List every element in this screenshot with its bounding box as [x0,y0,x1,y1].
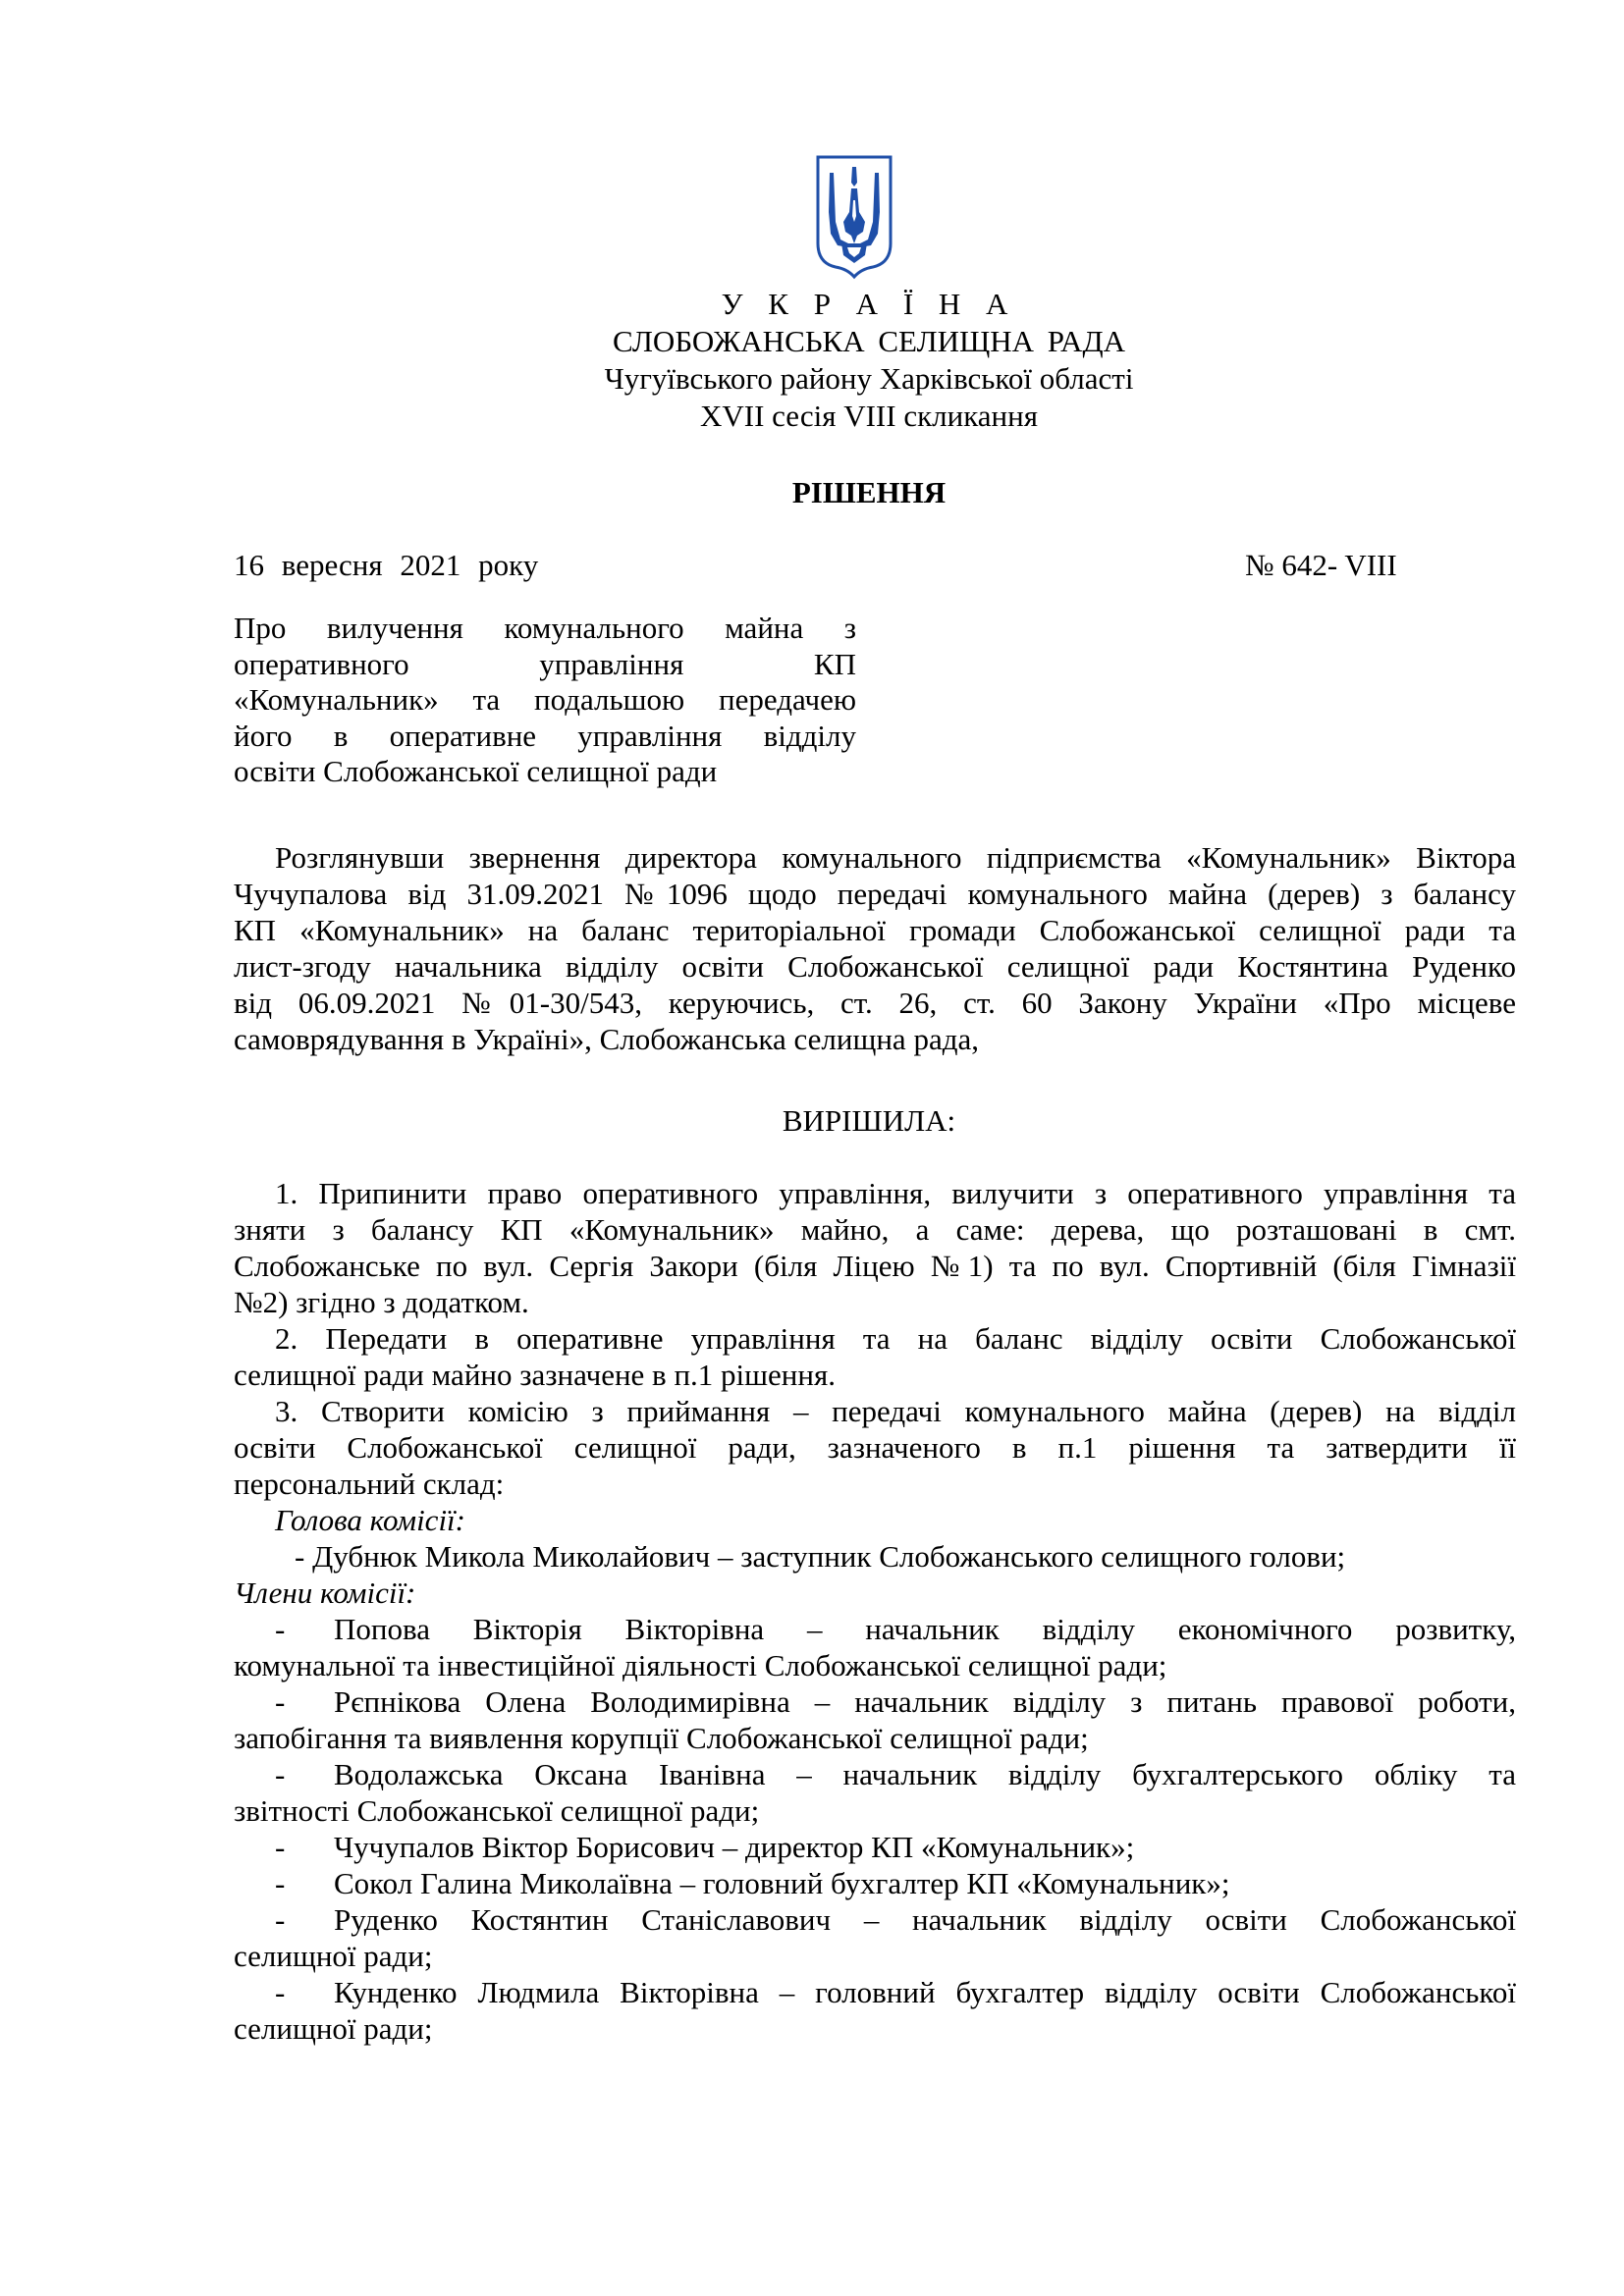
member-text: Чучупалов Віктор Борисович – директор КП «Комунальник»; [334,1830,1135,1864]
item-3-line: 3. Створити комісію з приймання – передачі комунального майна (дерев) на відділ [275,1394,1516,1428]
dash-marker: - [275,1684,286,1719]
district-name: Чугуївського району Харківської області [604,361,1134,396]
dash-marker: - [295,1539,305,1574]
commission-member-line [234,1683,1516,1720]
dash-marker: - [275,1866,286,1900]
item-1-line: №2) згідно з додатком. [234,1285,529,1319]
decision-subject [234,611,856,790]
commission-member-line [234,1611,1516,1647]
item-3-line: персональний склад: [234,1467,505,1501]
item-2-line: 2. Передати в оперативне управління та на баланс відділу освіти Слобожанської [275,1321,1516,1356]
commission-head [234,1538,1516,1575]
council-name: СЛОБОЖАНСЬКА СЕЛИЩНА РАДА [613,324,1125,358]
resolved-heading: ВИРІШИЛА: [782,1103,956,1138]
country-name: У К Р А Ї Н А [721,287,1017,321]
commission-head-label: Голова комісії: [275,1503,465,1537]
commission-member-line [234,1974,1516,2010]
item-1-line: Слобожанське по вул. Сергія Закори (біля Ліцею №1) та по вул. Спортивній (біля Гімназії [234,1249,1516,1283]
subject-line: освіти Слобожанської селищної ради [234,754,718,788]
subject-line: Про вилучення комунального майна з [234,611,856,645]
commission-member-line: запобігання та виявлення корупції Слобожанської селищної ради; [234,1721,1089,1755]
preamble-line: лист-згоду начальника відділу освіти Слобожанської селищної ради Костянтина Руденко [234,949,1516,984]
member-text: Сокол Галина Миколаївна – головний бухгалтер КП «Комунальник»; [334,1866,1230,1900]
commission-member-line [234,1756,1516,1792]
preamble-line: Чучупалова від 31.09.2021 №1096 щодо передачі комунального майна (дерев) з балансу [234,877,1516,911]
preamble-line: від 06.09.2021 №01-30/543, керуючись, ст. 26, ст. 60 Закону України «Про місцеве [234,986,1516,1020]
commission-member-line: селищної ради; [234,1939,433,1973]
dash-marker: - [275,1830,286,1864]
member-text: Попова Вікторія Вікторівна – начальник відділу економічного розвитку, [334,1612,1516,1646]
trident-coat-of-arms-icon [814,153,894,281]
commission-member-line [234,1865,1516,1901]
member-text: Рєпнікова Олена Володимирівна – начальник відділу з питань правової роботи, [334,1684,1516,1719]
dash-marker: - [275,1757,286,1791]
dash-marker: - [275,1975,286,2009]
member-text: Кунденко Людмила Вікторівна – головний бухгалтер відділу освіти Слобожанської [334,1975,1516,2009]
subject-line: оперативного управління КП [234,646,856,681]
preamble-line: самоврядування в Україні», Слобожанська селищна рада, [234,1022,979,1056]
commission-member-line: селищної ради; [234,2011,433,2046]
dash-marker: - [275,1902,286,1937]
item-2-line: селищної ради майно зазначене в п.1 рішення. [234,1358,836,1392]
member-text: Водолажська Оксана Іванівна – начальник відділу бухгалтерського обліку та [334,1757,1516,1791]
dash-marker: - [275,1612,286,1646]
member-text: Руденко Костянтин Станіславович – начальник відділу освіти Слобожанської [334,1902,1516,1937]
document-type-title: РІШЕННЯ [791,475,947,509]
commission-member-line [234,1829,1516,1865]
preamble-paragraph [234,839,1516,1057]
item-1-line: зняти з балансу КП «Комунальник» майно, а саме: дерева, що розташовані в смт. [234,1212,1516,1247]
decision-number: № 642- VIII [1245,548,1397,582]
item-3-line: освіти Слобожанської селищної ради, зазначеного в п.1 рішення та затвердити її [234,1430,1516,1465]
decision-items [234,1175,1516,2047]
decision-date: 16 вересня 2021 року [234,548,539,582]
item-1-line: 1. Припинити право оперативного управління, вилучити з оперативного управління та [275,1176,1516,1210]
commission-head-text: Дубнюк Микола Миколайович – заступник Слобожанського селищного голови; [312,1539,1346,1574]
subject-line: «Комунальник» та подальшою передачею [234,682,856,717]
commission-members-label: Члени комісії: [234,1575,416,1610]
preamble-line: Розглянувши звернення директора комунального підприємства «Комунальник» Віктора [275,840,1516,875]
commission-member-line [234,1901,1516,1938]
preamble-line: КП «Комунальник» на баланс територіальної громади Слобожанської селищної ради та [234,913,1516,947]
subject-line: його в оперативне управління відділу [234,718,856,753]
commission-member-line: комунальної та інвестиційної діяльності Слобожанської селищної ради; [234,1648,1167,1682]
session-info: XVII сесія VIII скликання [700,399,1038,433]
commission-member-line: звітності Слобожанської селищної ради; [234,1793,760,1828]
